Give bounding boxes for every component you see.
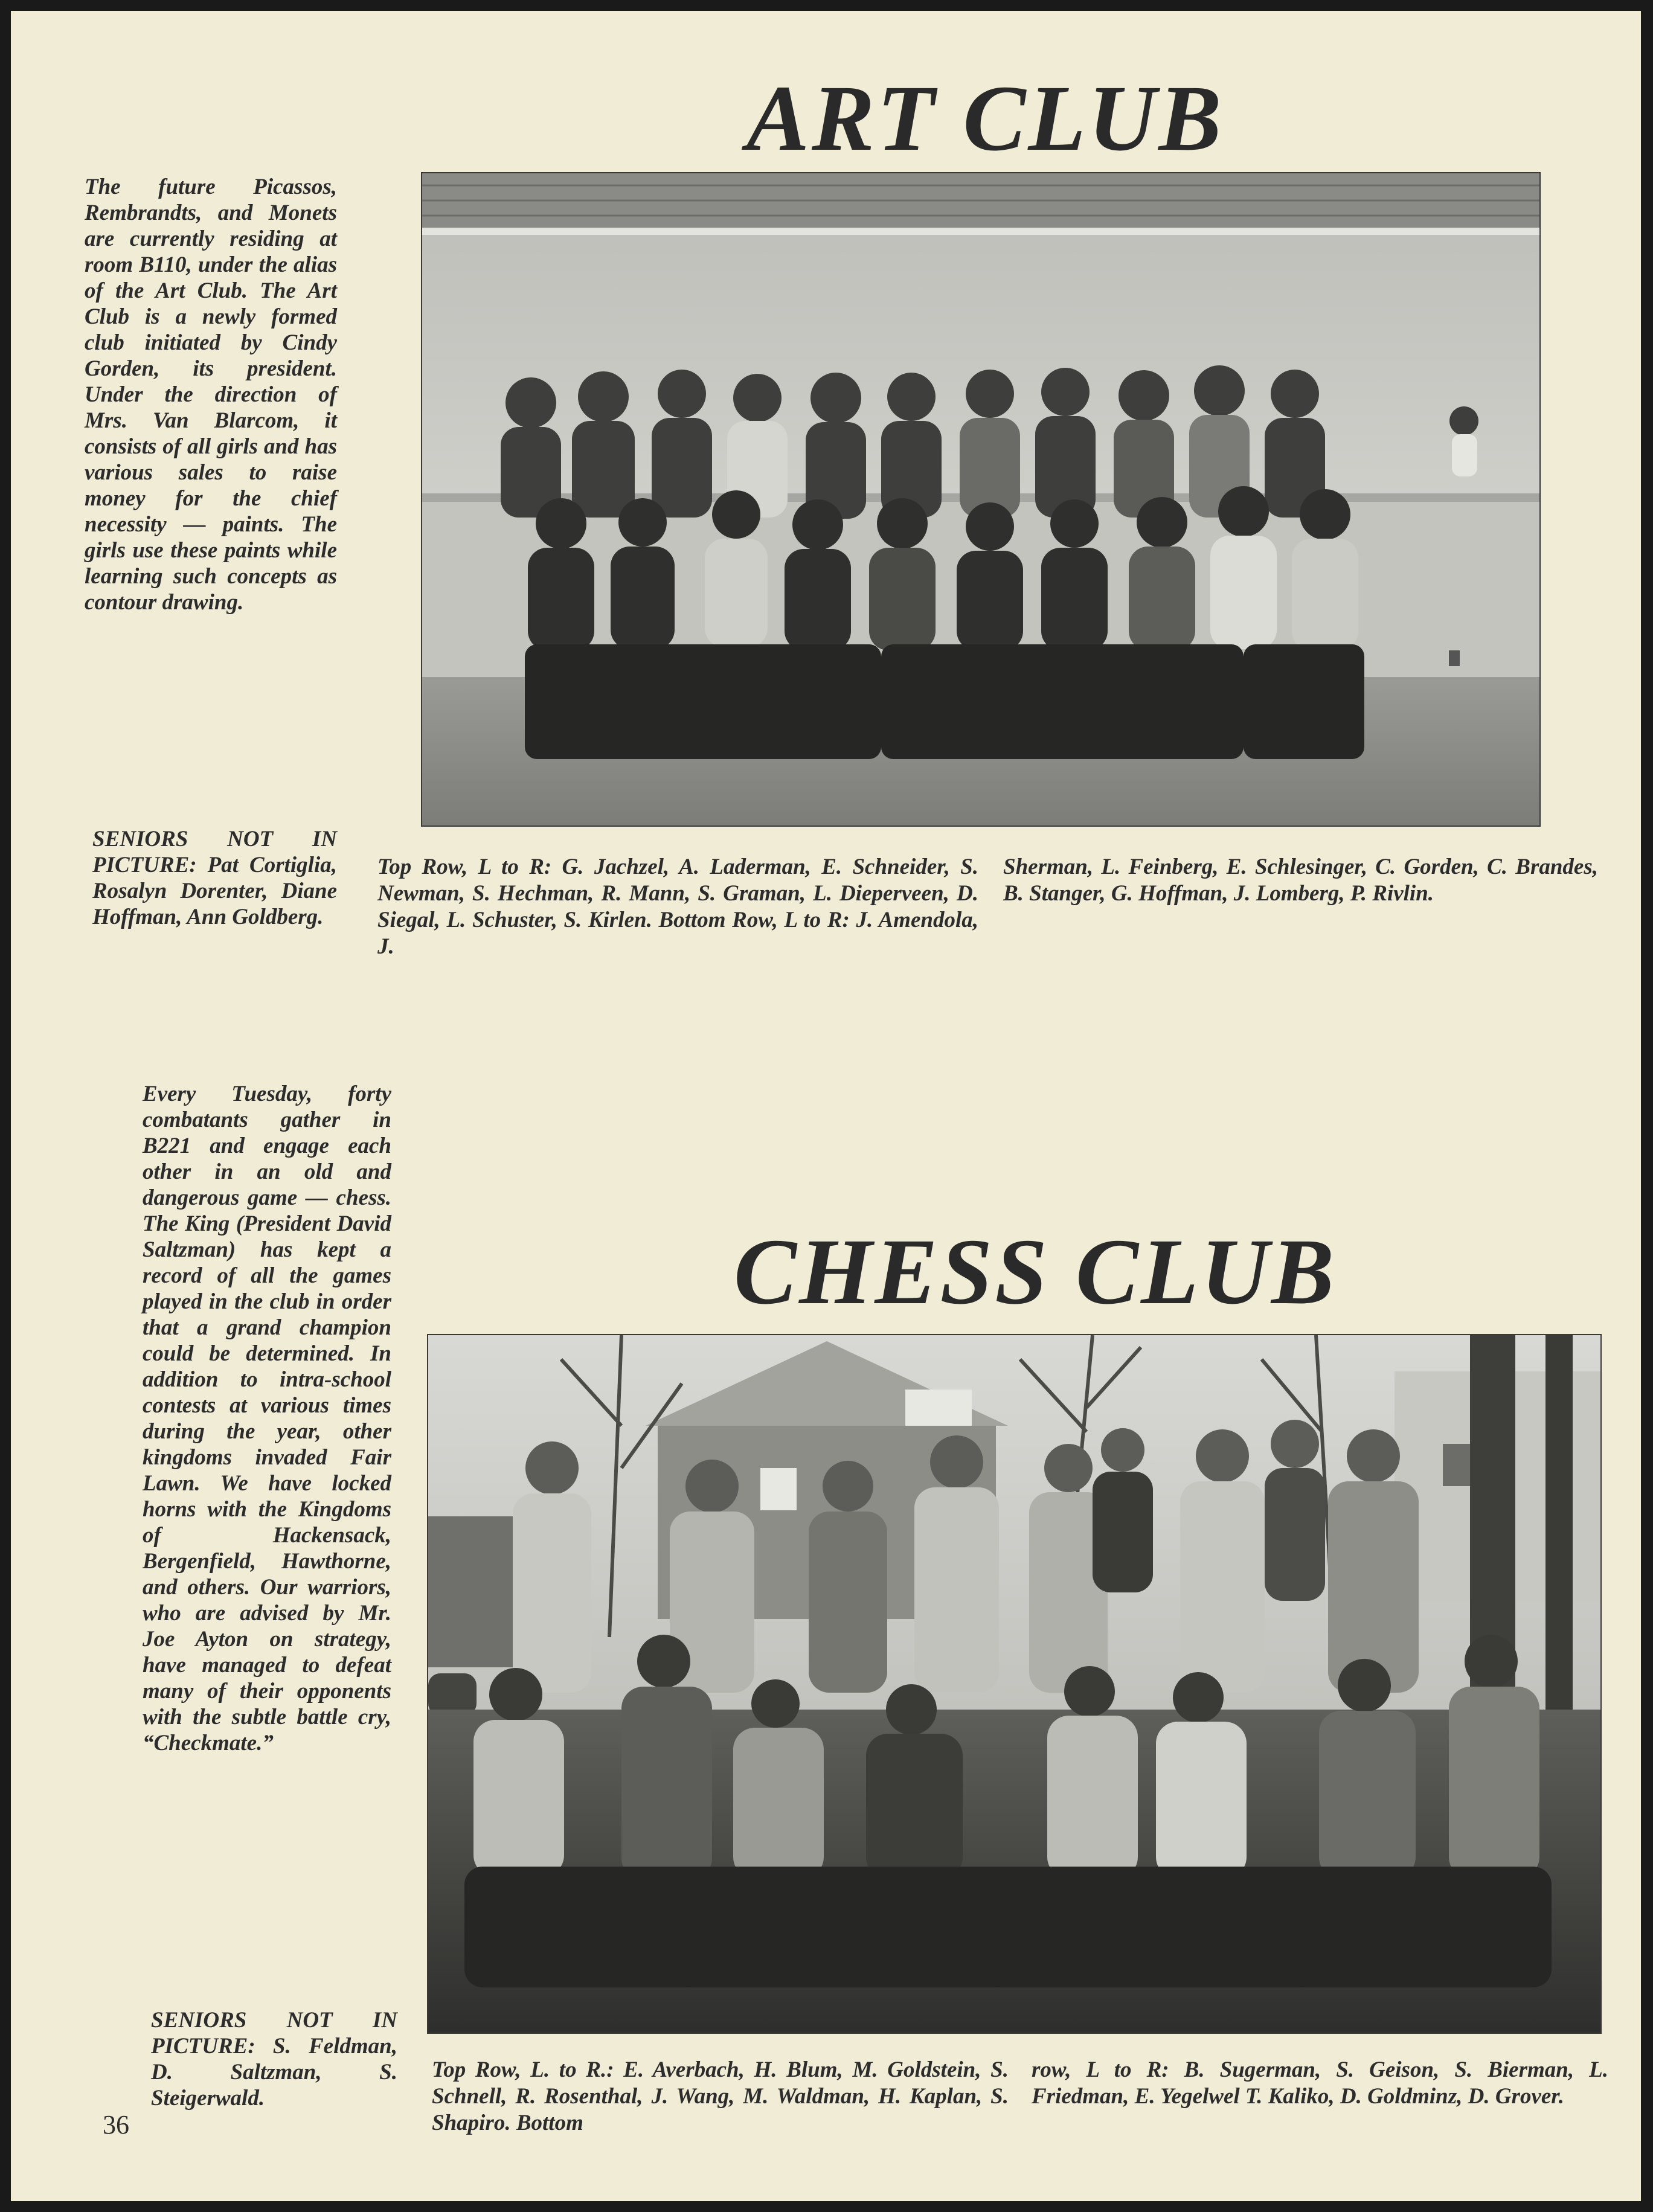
art-club-caption-part-1: Top Row, L to R: G. Jachzel, A. Laderman, E. Schneider, S. Newman, S. Hechman, R. Mann, S. Graman, L. Dieperveen, D. Siegal, L. Schuster, S. Kirlen. Bottom Row, L to R: J. Amendola, J. [377, 854, 978, 959]
chess-club-caption-part-2: row, L to R: B. Sugerman, S. Geison, S. Bierman, L. Friedman, E. Yegelwel T. Kaliko, D. Goldminz, D. Grover. [1032, 2057, 1608, 2109]
chess-club-seniors-not-pictured: SENIORS NOT IN PICTURE: S. Feldman, D. Saltzman, S. Steigerwald. [151, 2008, 397, 2111]
chess-club-group-photo [427, 1334, 1602, 2034]
art-club-description: The future Picassos, Rembrandts, and Monets are currently residing at room B110, under the alias of the Art Club. The Art Club is a newly formed club initiated by Cindy Gorden, its president. Under the direction of Mrs. Van Blarcom, it consists of all girls and has various sales to raise money for the chief necessity — paints. The girls use these paints while learning such concepts as contour drawing. [85, 175, 337, 615]
art-club-caption-part-2: Sherman, L. Feinberg, E. Schlesinger, C. Gorden, C. Brandes, B. Stanger, G. Hoffman, J. Lomberg, P. Rivlin. [1003, 854, 1598, 906]
art-club-group-photo [421, 172, 1541, 827]
page-number: 36 [103, 2110, 129, 2140]
yearbook-page [11, 11, 1641, 2201]
art-club-seniors-not-pictured: SENIORS NOT IN PICTURE: Pat Cortiglia, Rosalyn Dorenter, Diane Hoffman, Ann Goldberg. [92, 827, 337, 929]
chess-club-heading: CHESS CLUB [734, 1219, 1337, 1324]
chess-club-description: Every Tuesday, forty combatants gather in B221 and engage each other in an old and dangerous game — chess. The King (President David Saltzman) has kept a record of all the games played in the club in order that a grand champion could be determined. In addition to intra-school contests at various times during the year, other kingdoms invaded Fair Lawn. We have locked horns with the Kingdoms of Hackensack, Bergenfield, Hawthorne, and others. Our warriors, who are advised by Mr. Joe Ayton on strategy, have managed to defeat many of their opponents with the subtle battle cry, “Checkmate.” [143, 1082, 391, 1755]
chess-club-caption-part-1: Top Row, L. to R.: E. Averbach, H. Blum, M. Goldstein, S. Schnell, R. Rosenthal, J. Wang, M. Waldman, H. Kaplan, S. Shapiro. Bottom [432, 2057, 1009, 2135]
art-club-heading: ART CLUB [746, 66, 1224, 170]
